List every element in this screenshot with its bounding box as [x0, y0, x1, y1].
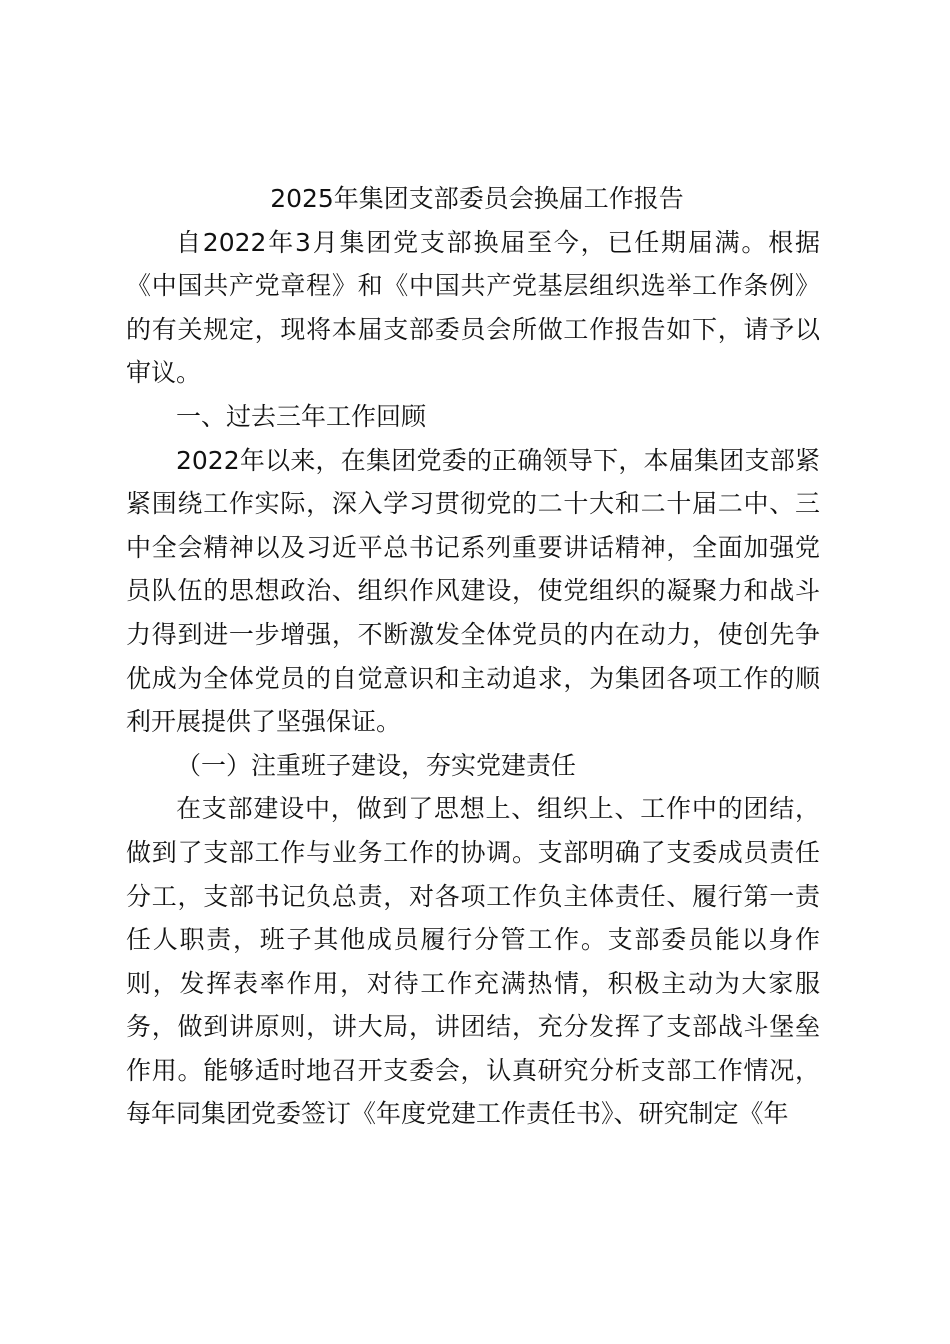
document-body	[126, 177, 820, 1136]
subsection-heading-team: （一）注重班子建设，夯实党建责任	[176, 750, 577, 780]
section-heading-review: 一、过去三年工作回顾	[176, 401, 427, 431]
review-paragraph: 2022年以来，在集团党委的正确领导下，本届集团支部紧紧围绕工作实际，深入学习贯彻党的二十大和二十届二中、三中全会精神以及习近平总书记系列重要讲话精神，全面加强党员队伍的思想政治、组织作风建设，使党组织的凝聚力和战斗力得到进一步增强，不断激发全体党员的内在动力，使创先争优成为全体党员的自觉意识和主动追求，为集团各项工作的顺利开展提供了坚强保证。	[126, 445, 820, 737]
intro-paragraph: 自2022年3月集团党支部换届至今，已任期届满。根据《中国共产党章程》和《中国共产党基层组织选举工作条例》的有关规定，现将本届支部委员会所做工作报告如下，请予以审议。	[126, 227, 820, 388]
document-title: 2025年集团支部委员会换届工作报告	[270, 184, 684, 213]
team-paragraph: 在支部建设中，做到了思想上、组织上、工作中的团结，做到了支部工作与业务工作的协调。支部明确了支委成员责任分工，支部书记负总责，对各项工作负主体责任、履行第一责任人职责，班子其他成员履行分管工作。支部委员能以身作则，发挥表率作用，对待工作充满热情，积极主动为大家服务，做到讲原则，讲大局，讲团结，充分发挥了支部战斗堡垒作用。能够适时地召开支委会，认真研究分析支部工作情况，每年同集团党委签订《年度党建工作责任书》、研究制定《年	[126, 794, 820, 1129]
